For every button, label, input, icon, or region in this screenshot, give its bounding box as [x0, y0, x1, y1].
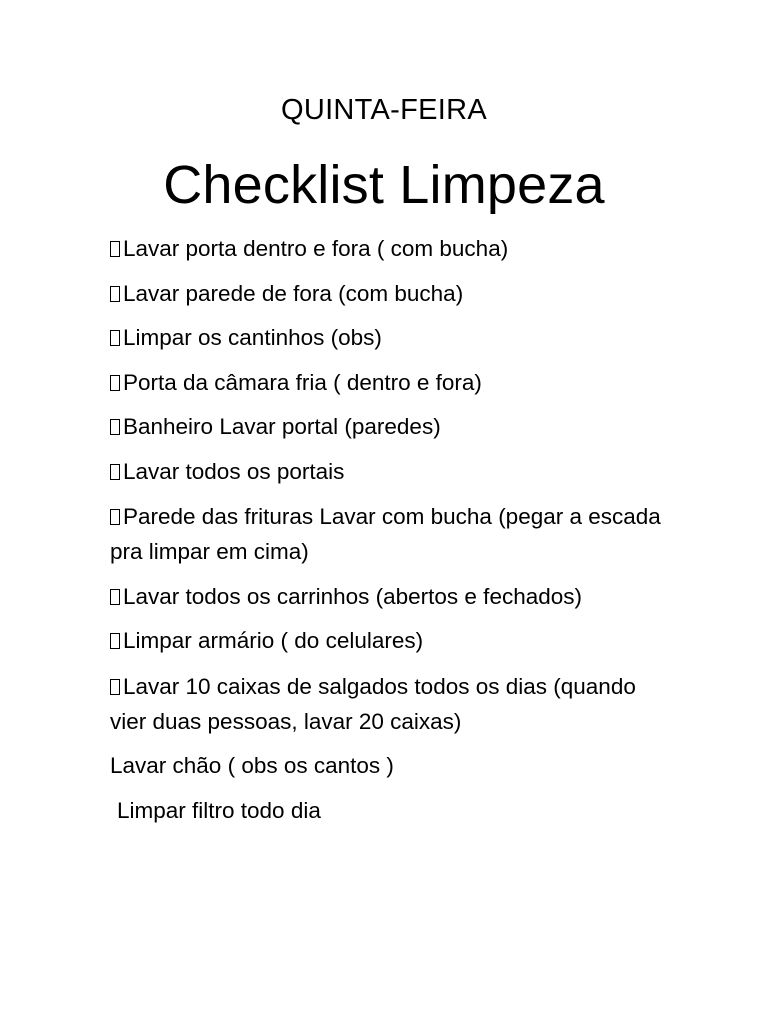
checklist-item: [110, 321, 670, 355]
checklist-item: [110, 580, 670, 614]
checkbox-glyph: [110, 679, 120, 695]
checklist-item-text: Parede das frituras Lavar com bucha (pegar a escada pra limpar em cima): [110, 504, 661, 564]
checklist-item: [110, 455, 670, 489]
checklist-item: [110, 794, 670, 828]
checkbox-glyph: [110, 589, 120, 605]
checklist-item-text: Lavar chão ( obs os cantos ): [110, 753, 394, 778]
checklist-item-text: Lavar porta dentro e fora ( com bucha): [123, 236, 509, 261]
checklist-item: [110, 366, 670, 400]
checklist-item-text: Lavar parede de fora (com bucha): [123, 280, 464, 306]
checklist-item-text: Lavar todos os portais: [123, 458, 345, 484]
checkbox-glyph: [110, 419, 120, 435]
page-title: Checklist Limpeza: [163, 155, 605, 215]
checklist-item: [110, 749, 670, 783]
checkbox-glyph: [110, 241, 120, 257]
checklist-item: [110, 232, 670, 266]
checkbox-glyph: [110, 375, 120, 391]
checklist-item-text: Porta da câmara fria ( dentro e fora): [123, 369, 482, 395]
checklist-item-text: Limpar os cantinhos (obs): [123, 325, 382, 350]
checklist-item-text: Lavar 10 caixas de salgados todos os dias (quando vier duas pessoas, lavar 20 caixas): [110, 673, 636, 734]
checklist-item-text: Banheiro Lavar portal (paredes): [123, 414, 441, 439]
checklist-item-text: Lavar todos os carrinhos (abertos e fechados): [123, 583, 582, 609]
checklist-item: [110, 277, 670, 311]
checklist-item: [110, 624, 670, 658]
checkbox-glyph: [110, 330, 120, 346]
checkbox-glyph: [110, 464, 120, 480]
checkbox-glyph: [110, 509, 120, 525]
checkbox-glyph: [110, 633, 120, 649]
checkbox-glyph: [110, 286, 120, 302]
checklist-item-text: Limpar armário ( do celulares): [123, 628, 424, 653]
checklist: [110, 232, 670, 838]
day-heading: QUINTA-FEIRA: [280, 94, 488, 126]
checklist-item: [110, 669, 670, 739]
checklist-item: [110, 499, 670, 569]
checklist-item-text: Limpar filtro todo dia: [117, 797, 321, 823]
checklist-item: [110, 410, 670, 444]
